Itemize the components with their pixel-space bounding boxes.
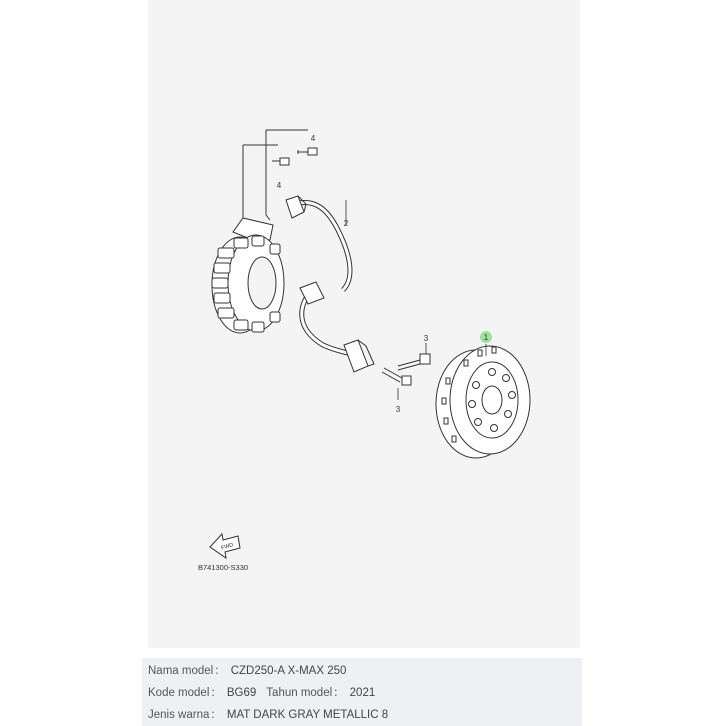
svg-text:3: 3 [423,334,429,343]
diagram-code: B741300-S330 [198,563,249,572]
model-code-row [148,684,375,700]
callout-3b [396,405,401,414]
color-label: Jenis warna [148,709,210,721]
parts-diagram-panel [148,0,580,648]
callout-4b [277,181,282,190]
svg-text:1: 1 [483,333,489,342]
svg-text:4: 4 [310,134,316,143]
screw-3-lower [382,368,411,385]
stator-assembly [212,130,374,372]
separator: ： [210,687,222,699]
callout-3a [424,334,429,343]
model-name-label: Nama model [148,665,214,677]
svg-text:2: 2 [343,219,349,228]
svg-text:3: 3 [395,405,401,414]
color-row [148,706,388,722]
svg-text:4: 4 [276,181,282,190]
color-value: MAT DARK GRAY METALLIC 8 [226,709,389,721]
screw-4-upper [298,148,317,155]
model-year-value: 2021 [349,687,376,699]
screw-3-upper [398,354,430,370]
model-code-label: Kode model [148,687,210,699]
svg-text:FWD: FWD [220,542,235,552]
flywheel-rotor [436,346,530,458]
screw-4-lower [272,158,289,165]
callout-1-highlighted[interactable] [480,331,492,343]
separator: ： [214,665,226,677]
parts-diagram [148,0,580,648]
callout-2 [344,219,349,228]
model-year-label: Tahun model [266,687,333,699]
model-code-value: BG69 [226,687,257,699]
model-name-row [148,662,346,678]
model-info-panel [142,658,582,726]
separator: ： [210,709,222,721]
callout-4a [311,134,316,143]
separator: ： [333,687,345,699]
model-name-value: CZD250-A X-MAX 250 [230,665,347,677]
fwd-arrow-icon [210,534,240,558]
